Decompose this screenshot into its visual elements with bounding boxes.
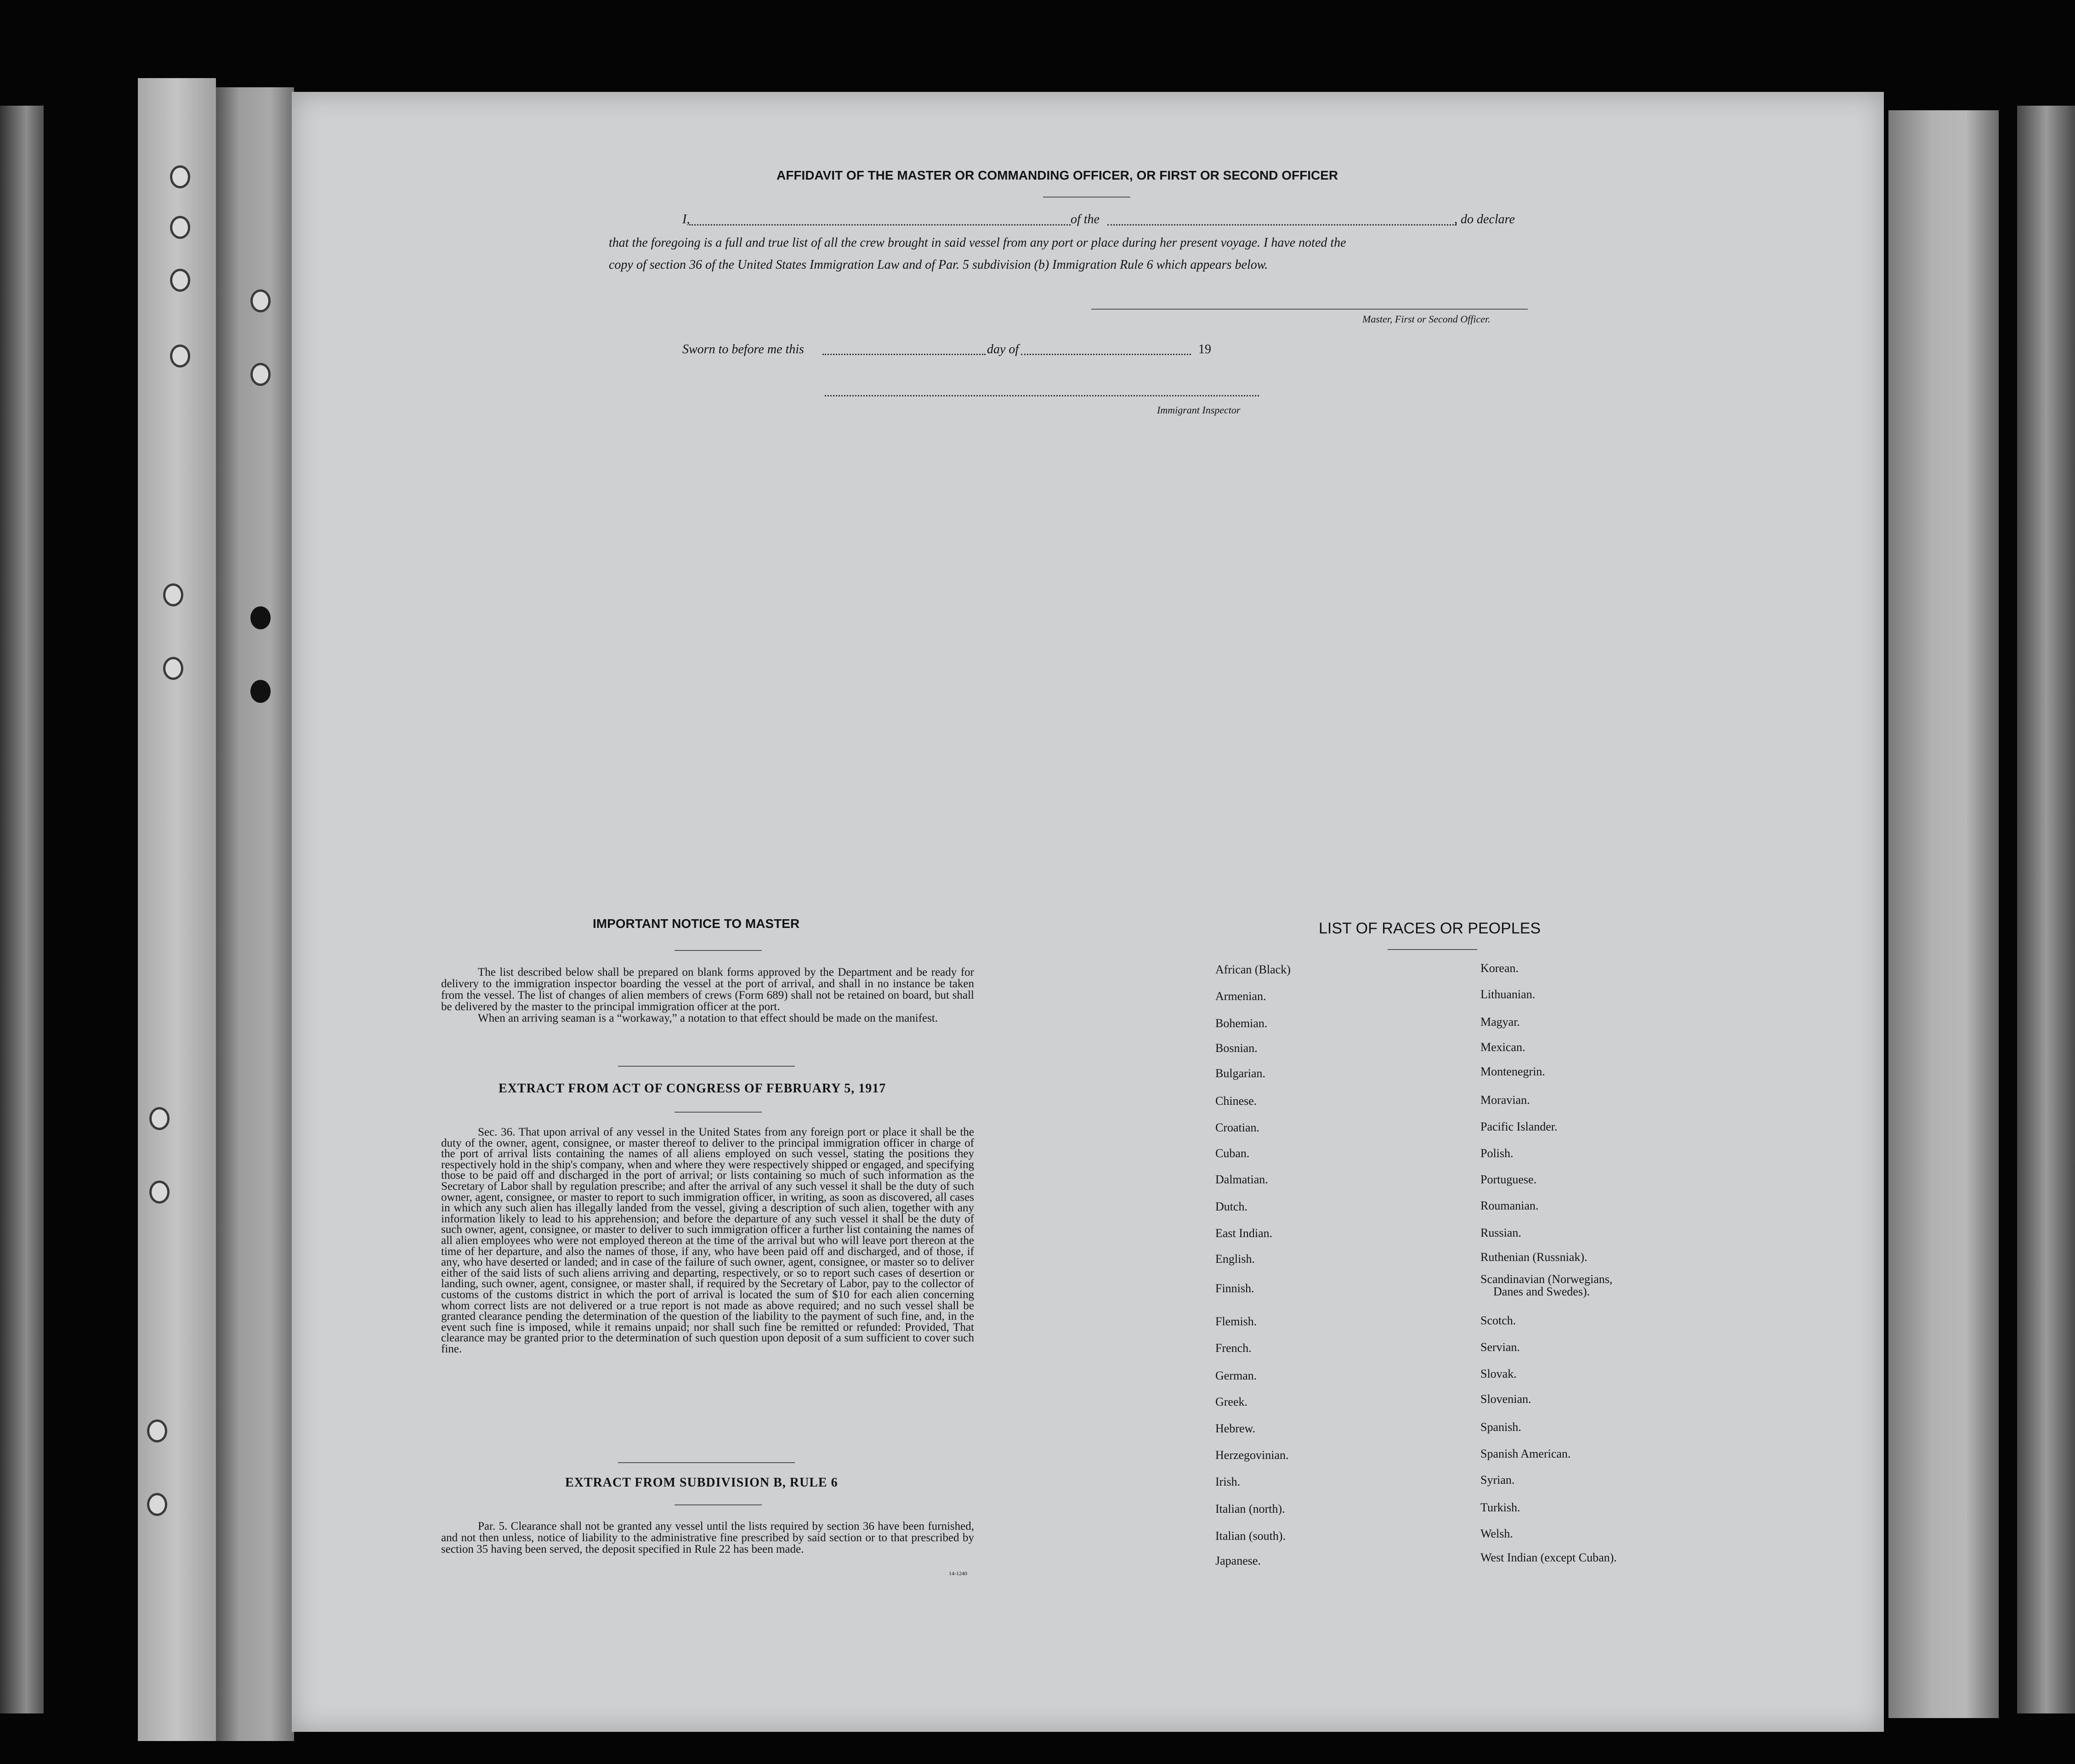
race-item: Moravian. xyxy=(1480,1093,1530,1107)
race-item: Turkish. xyxy=(1480,1501,1520,1514)
races-title: LIST OF RACES OR PEOPLES xyxy=(1319,920,1541,937)
race-item: East Indian. xyxy=(1215,1227,1273,1240)
race-item: Dalmatian. xyxy=(1215,1173,1268,1186)
binder-spine xyxy=(216,87,294,1741)
affidavit-title: AFFIDAVIT OF THE MASTER OR COMMANDING OFFICER, OR FIRST OR SECOND OFFICER xyxy=(777,168,1338,182)
race-item: Spanish American. xyxy=(1480,1447,1571,1460)
extract-rule-text: Par. 5. Clearance shall not be granted any vessel until the lists required by section 36 have been furnished, and not then unless, notice of liability to the administrative fine prescribed by said section or to that prescribed by section 35 having been served, the deposit specified in Rule 22 has been made. xyxy=(441,1520,974,1555)
race-item: Lithuanian. xyxy=(1480,988,1536,1001)
punch-hole-icon xyxy=(149,1107,170,1130)
affidavit-line-i: I, xyxy=(682,212,690,226)
punch-hole-icon xyxy=(170,165,190,188)
race-item: Japanese. xyxy=(1215,1554,1261,1567)
punch-hole-icon xyxy=(163,583,183,606)
race-item: Mexican. xyxy=(1480,1040,1525,1054)
master-name-field[interactable] xyxy=(689,224,1071,226)
race-item: Flemish. xyxy=(1215,1315,1257,1328)
race-item: Dutch. xyxy=(1215,1200,1248,1213)
section-divider xyxy=(618,1462,795,1463)
punch-hole-icon xyxy=(250,289,271,312)
left-binding-margin xyxy=(138,78,216,1741)
affidavit-text-line2: that the foregoing is a full and true list of all the crew brought in said vessel from any port or place during her present voyage. I have noted the xyxy=(609,236,1346,250)
race-item: Slovenian. xyxy=(1480,1392,1531,1406)
sworn-day-of: day of xyxy=(987,342,1019,356)
extract-act-title: EXTRACT FROM ACT OF CONGRESS OF FEBRUARY 5, 1917 xyxy=(499,1081,886,1096)
race-item: Servian. xyxy=(1480,1340,1520,1354)
race-item: Bulgarian. xyxy=(1215,1067,1266,1080)
vessel-name-field[interactable] xyxy=(1107,224,1457,226)
race-item: Welsh. xyxy=(1480,1527,1513,1540)
race-item: Ruthenian (Russniak). xyxy=(1480,1250,1587,1264)
extract-rule-title: EXTRACT FROM SUBDIVISION B, RULE 6 xyxy=(565,1476,838,1490)
race-item: Herzegovinian. xyxy=(1215,1448,1289,1462)
race-item: Chinese. xyxy=(1215,1094,1257,1108)
race-item: Magyar. xyxy=(1480,1015,1520,1029)
punch-hole-icon xyxy=(170,345,190,368)
right-binding-margin xyxy=(1888,110,1999,1718)
race-item: Bosnian. xyxy=(1215,1041,1258,1055)
race-item: West Indian (except Cuban). xyxy=(1480,1551,1617,1564)
race-item: French. xyxy=(1215,1341,1252,1355)
left-edge-strip xyxy=(0,106,44,1713)
sworn-year: 19 xyxy=(1198,342,1211,356)
punch-hole-icon xyxy=(250,680,271,703)
extract-act-body xyxy=(441,1127,974,1354)
extract-act-text: Sec. 36. That upon arrival of any vessel in the United States from any foreign port or place it shall be the duty of the owner, agent, consignee, or master thereof to deliver to the principal immigration officer in charge of the port of arrival lists containing the names of all aliens employed on such vessel, stating the positions they respectively hold in the ship's company, when and where they were respectively shipped or engaged, and specifying those to be paid off and discharged in the port of arrival; or lists containing so much of such information as the Secretary of Labor shall by regulation prescribe; and after the arrival of any such vessel it shall be the duty of such owner, agent, consignee, or master to report to such immigration officer, in writing, as soon as discovered, all cases in which any such alien has illegally landed from the vessel, giving a description of such alien, together with any information likely to lead to his apprehension; and before the departure of any such vessel it shall be the duty of such owner, agent, consignee, or master to deliver to such immigration officer a further list containing the names of all alien employees who were not employed thereon at the time of the arrival but who will leave port thereon at the time of her departure, and also the names of those, if any, who have been paid off and discharged, and of those, if any, who have deserted or landed; and in case of the failure of such owner, agent, consignee, or master so to deliver either of the said lists of such aliens arriving and departing, respectively, or so to report such cases of desertion or landing, such owner, agent, consignee, or master shall, if required by the Secretary of Labor, pay to the collector of customs of the customs district in which the port of arrival is located the sum of $10 for each alien concerning whom correct lists are not delivered or a true report is not made as above required; and no such vessel shall be granted clearance pending the determination of the question of the liability to the payment of such fine, and, in the event such fine is imposed, while it remains unpaid; nor shall such fine be remitted or refunded: Provided, That clearance may be granted prior to the determination of such question upon deposit of a sum sufficient to cover such fine. xyxy=(441,1126,974,1355)
form-number: 14-1240 xyxy=(949,1570,967,1577)
master-signature-line[interactable] xyxy=(1091,309,1528,310)
affidavit-line-of: of the xyxy=(1071,212,1100,226)
sworn-day-field[interactable] xyxy=(822,354,986,355)
notice-paragraph-2: When an arriving seaman is a “workaway,” a notation to that effect should be made on the manifest. xyxy=(478,1012,938,1024)
race-item: Polish. xyxy=(1480,1147,1514,1160)
race-item: Finnish. xyxy=(1215,1282,1254,1295)
inspector-label: Immigrant Inspector xyxy=(1157,404,1241,416)
extract-act-underline xyxy=(675,1112,762,1113)
affidavit-declare: , do declare xyxy=(1454,212,1515,226)
notice-underline xyxy=(675,950,762,951)
master-signature-label: Master, First or Second Officer. xyxy=(1362,313,1491,325)
punch-hole-icon xyxy=(250,606,271,629)
race-item: Danes and Swedes). xyxy=(1493,1285,1590,1298)
punch-hole-icon xyxy=(170,216,190,239)
race-item: Korean. xyxy=(1480,961,1519,975)
notice-body xyxy=(441,967,974,1024)
race-item: Bohemian. xyxy=(1215,1017,1268,1030)
section-divider xyxy=(618,1066,795,1067)
sworn-prefix: Sworn to before me this xyxy=(682,342,804,356)
form-page xyxy=(292,92,1884,1732)
punch-hole-icon xyxy=(147,1493,167,1516)
race-item: African (Black) xyxy=(1215,963,1291,976)
notice-paragraph-1: The list described below shall be prepared on blank forms approved by the Department and be ready for delivery to the immigration inspector boarding the vessel at the port of arrival, and shall in no instance be taken from the vessel. The list of changes of alien members of crews (Form 689) shall not be retained on board, but shall be delivered by the master to the principal immigration officer at the port. xyxy=(441,966,974,1013)
race-item: Pacific Islander. xyxy=(1480,1120,1558,1133)
race-item: Scotch. xyxy=(1480,1314,1516,1327)
extract-rule-underline xyxy=(675,1504,762,1505)
punch-hole-icon xyxy=(147,1419,167,1442)
race-item: Cuban. xyxy=(1215,1147,1250,1160)
race-item: Greek. xyxy=(1215,1395,1248,1408)
race-item: Armenian. xyxy=(1215,989,1266,1003)
punch-hole-icon xyxy=(163,657,183,680)
race-item: Syrian. xyxy=(1480,1473,1515,1487)
extract-rule-body xyxy=(441,1521,974,1555)
race-item: Russian. xyxy=(1480,1226,1521,1239)
race-item: Italian (south). xyxy=(1215,1529,1286,1543)
race-item: Montenegrin. xyxy=(1480,1065,1545,1078)
race-item: Roumanian. xyxy=(1480,1199,1539,1212)
races-underline xyxy=(1388,949,1477,950)
sworn-month-field[interactable] xyxy=(1021,354,1191,355)
punch-hole-icon xyxy=(250,363,271,386)
inspector-signature-line[interactable] xyxy=(825,395,1259,396)
race-item: German. xyxy=(1215,1369,1257,1382)
right-edge-strip xyxy=(2017,106,2075,1713)
affidavit-text-line3: copy of section 36 of the United States Immigration Law and of Par. 5 subdivision (b) Immigration Rule 6 which appears below. xyxy=(609,258,1268,272)
race-item: Hebrew. xyxy=(1215,1422,1256,1435)
race-item: Scandinavian (Norwegians, xyxy=(1480,1272,1613,1286)
title-underline xyxy=(1043,197,1130,198)
race-item: Irish. xyxy=(1215,1475,1241,1488)
race-item: Croatian. xyxy=(1215,1121,1260,1134)
race-item: Spanish. xyxy=(1480,1420,1521,1434)
notice-title: IMPORTANT NOTICE TO MASTER xyxy=(593,916,800,931)
race-item: Portuguese. xyxy=(1480,1173,1537,1186)
race-item: English. xyxy=(1215,1252,1255,1266)
punch-hole-icon xyxy=(170,269,190,292)
punch-hole-icon xyxy=(149,1181,170,1204)
race-item: Slovak. xyxy=(1480,1367,1517,1380)
race-item: Italian (north). xyxy=(1215,1502,1285,1515)
